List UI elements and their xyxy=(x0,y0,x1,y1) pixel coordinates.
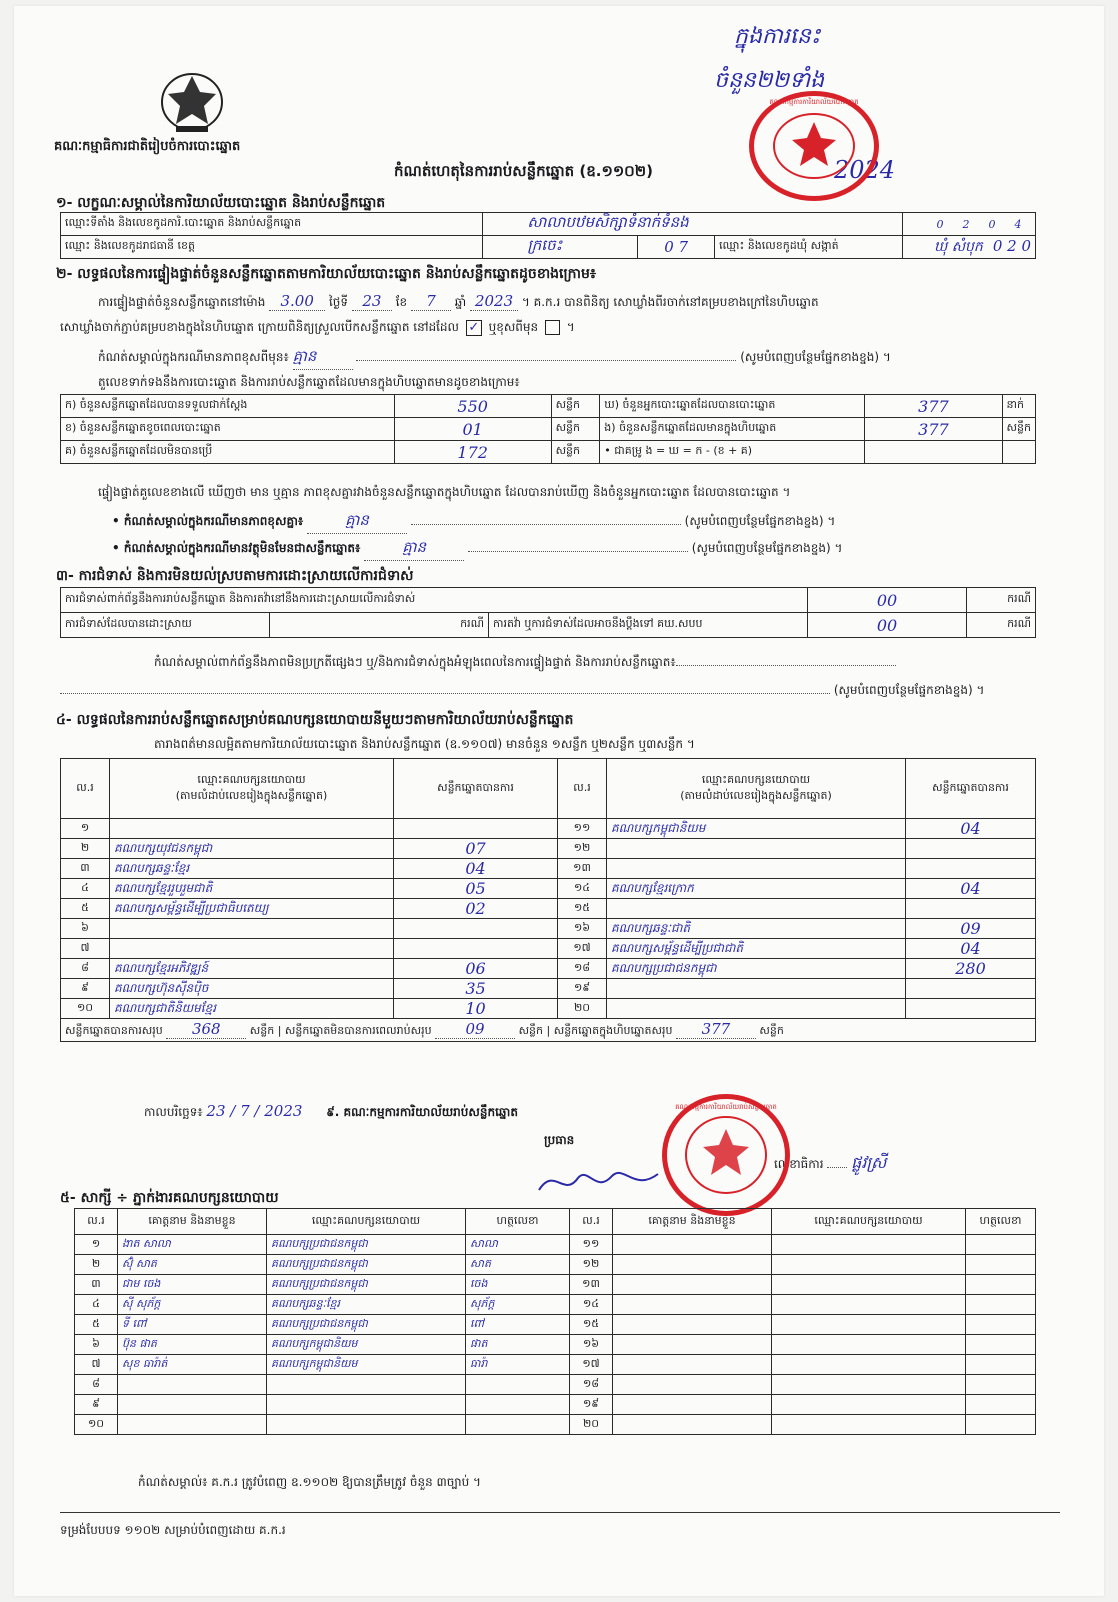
party-votes: 02 xyxy=(465,899,486,918)
witness-name: ជាម ចេង xyxy=(122,1276,161,1290)
hw-code: ចំនួន២២ទាំង xyxy=(714,68,825,93)
party-votes: 04 xyxy=(960,879,981,898)
witness-empty-cell xyxy=(966,1395,1036,1415)
witness-number: ៦ xyxy=(92,1336,100,1350)
party-number: ១៥ xyxy=(573,900,591,914)
witness-row xyxy=(75,1375,1036,1395)
witness-empty-cell xyxy=(613,1235,772,1255)
witness-number: ១៦ xyxy=(582,1336,600,1350)
date-line: កាលបរិច្ឆេទ៖ 23 / 7 / 2023 ៩. គណៈកម្មការការិយាល័យរាប់សន្លឹកឆ្នោត xyxy=(144,1102,518,1120)
witness-empty-cell xyxy=(772,1295,966,1315)
party-name: គណបក្សហ៊ុនស៊ីនប៉ិច xyxy=(114,980,209,995)
witness-name: ស៊ី សុភ័ក្ត xyxy=(122,1296,161,1310)
result-row xyxy=(61,919,1036,939)
witness-number: ១១ xyxy=(582,1236,600,1250)
witness-row xyxy=(75,1235,1036,1255)
witness-party: គណបក្សប្រជាជនកម្ពុជា xyxy=(271,1316,368,1330)
witness-empty-cell xyxy=(613,1275,772,1295)
witness-number: ២ xyxy=(91,1256,101,1270)
figure-label: គ) ចំនួនសន្លឹកឆ្នោតដែលមិនបានប្រើ xyxy=(65,444,213,457)
commune-code: 0 2 0 xyxy=(992,236,1031,255)
section5-note: កំណត់សម្គាល់៖ គ.ក.រ ត្រូវបំពេញ ឧ.១១០២ ឱ្យបានត្រឹមត្រូវ ចំនួន ៣ច្បាប់ ។ xyxy=(138,1475,481,1489)
party-number: ១៤ xyxy=(573,880,591,894)
party-votes: 280 xyxy=(955,959,986,978)
witness-number: ១៥ xyxy=(582,1316,600,1330)
witness-party: គណបក្សប្រជាជនកម្ពុជា xyxy=(271,1256,368,1270)
party-number: ១២ xyxy=(573,840,591,854)
verify-line-1: ការផ្ទៀងផ្ទាត់ចំនួនសន្លឹកឆ្នោតនៅម៉ោង 3.00 ថ្ងៃទី 23 ខែ 7 ឆ្នាំ 2023 ។ គ.ក.រ បានពិនិត្យ សោឃ្លាំងពីរចាក់នៅគម្របខាងក្រៅនៃហិបឆ្នោត xyxy=(98,292,819,310)
irregularity-note: កំណត់សម្គាល់ពាក់ព័ន្ធនឹងភាពមិនប្រក្រតីផ្សេងៗ ឬ/និងការជំទាស់ក្នុងអំឡុងពេលនៃការផ្ទៀងផ្ទាត់ និងការរាប់សន្លឹកឆ្នោត៖ xyxy=(154,654,896,672)
party-name: គណបក្សប្រជាជនកម្ពុជា xyxy=(611,960,717,975)
witness-table: ល.រ គោត្តនាម និងនាមខ្លួន ឈ្មោះគណបក្សនយោបាយ ហត្ថលេខា ល.រ គោត្តនាម និងនាមខ្លួន ឈ្មោះគណបក្សនយោបាយ ហត្ថលេខា ១ ងាត សាលា គណបក្សប្រជាជនកម្ពុជា សាលា ១១ ២ ស៊ុំ សាត គណបក្សប្រជាជនកម្ពុជា សាត ១២ ៣ ជាម ចេង គណបក្សប្រជាជនកម្ពុជា ចេង ១៣ ៤ ស៊ី សុភ័ក្ត គណបក្សឆន្ទៈខ្មែរ សុភ័ក្ត ១៤ ៥ ទី ពៅ គណបក្សប្រជាជនកម្ពុជា ពៅ ១៥ ៦ ប៊ុន ផាត គណបក្សកម្ពុជានិយម ផាត ១៦ ៧ សុខ ធារ៉ាត់ គណបក្សកម្ពុជានិយម ធារ៉ា ១៧ ៨ ១៨ ៩ ១៩ ១០ ២០ xyxy=(74,1208,1036,1435)
figure-value: 01 xyxy=(462,419,483,439)
witness-empty-cell xyxy=(613,1315,772,1335)
result-row xyxy=(61,859,1036,879)
figure-unit: សន្លឹក xyxy=(555,421,581,434)
party-votes: 35 xyxy=(465,979,486,998)
witness-name: ប៊ុន ផាត xyxy=(122,1336,157,1350)
figure-label: ខ) ចំនួនសន្លឹកឆ្នោតខូចពេលបោះឆ្នោត xyxy=(65,421,221,434)
party-name: គណបក្សសម្ព័ន្ធដើម្បីប្រជាជាតិ xyxy=(611,940,744,955)
witness-signature: សាត xyxy=(470,1256,491,1270)
witness-number: ៨ xyxy=(92,1376,100,1390)
figure-label: ក) ចំនួនសន្លឹកឆ្នោតដែលបានទទួលជាក់ស្តែង xyxy=(65,398,248,411)
chair-label: ប្រធាន xyxy=(544,1133,575,1147)
witness-number: ១០ xyxy=(87,1416,105,1430)
total-in-box: 377 xyxy=(676,1020,756,1039)
nec-emblem xyxy=(154,64,230,136)
party-number: ១០ xyxy=(76,1000,94,1014)
party-votes: 06 xyxy=(465,959,486,978)
figure-value: 172 xyxy=(457,442,488,462)
verify-day: 23 xyxy=(352,292,392,311)
party-name: គណបក្សខ្មែរក្រោក xyxy=(611,880,694,895)
seal-bottom-text: គណៈកម្មការការិយាល័យរាប់សន្លឹកឆ្នោត xyxy=(675,1103,777,1111)
section5-title: ៥- សាក្សី ÷ ភ្នាក់ងារគណបក្សនយោបាយ xyxy=(60,1190,279,1206)
province-label: ឈ្មោះ និងលេខកូដរាជធានី ខេត្ត xyxy=(61,236,483,259)
appeal-label: ការតវ៉ា ឬការជំទាស់ដែលអាចនឹងប្តឹងទៅ គឃ.សបប xyxy=(489,613,808,638)
appeal-count: 00 xyxy=(876,615,898,635)
figures-intro: តួលេខទាក់ទងនឹងការបោះឆ្នោត និងការរាប់សន្លឹកឆ្នោតដែលមានក្នុងហិបឆ្នោតមានដូចខាងក្រោម៖ xyxy=(98,375,520,389)
party-votes: 09 xyxy=(960,919,981,938)
official-seal-top xyxy=(749,91,879,201)
witness-row xyxy=(75,1295,1036,1315)
form-paper xyxy=(14,6,1104,1596)
footer-text: ទម្រង់បែបបទ ១១០២ សម្រាប់បំពេញដោយ គ.ក.រ xyxy=(60,1523,286,1537)
witness-number: ៤ xyxy=(92,1296,100,1310)
witness-empty-cell xyxy=(966,1335,1036,1355)
irregularity-note-2: (សូមបំពេញបន្ថែមផ្នែកខាងខ្នង) ។ xyxy=(60,682,984,700)
witness-name: ទី ពៅ xyxy=(122,1316,147,1330)
compare-line: ផ្ទៀងផ្ទាត់គួលេខខាងលើ ឃើញថា មាន ឬគ្មាន ភាពខុសគ្នារវាងចំនួនសន្លឹកឆ្នោតក្នុងហិបឆ្នោត ដែលបានរាប់ឃើញ និងចំនួនអ្នកបោះឆ្នោត ដែលបានបោះឆ្នោត ។ xyxy=(98,485,791,499)
witness-party: គណបក្សប្រជាជនកម្ពុជា xyxy=(271,1236,368,1250)
form-date: 23 / 7 / 2023 xyxy=(206,1102,303,1120)
witness-empty-cell xyxy=(613,1375,772,1395)
province-value: ក្រចេះ xyxy=(527,236,563,254)
official-seal-bottom xyxy=(662,1094,790,1216)
party-number: ៨ xyxy=(81,960,89,974)
figure-unit: សន្លឹក xyxy=(555,398,581,411)
figure-row xyxy=(61,418,1036,441)
resolved-label: ការជំទាស់ដែលបានដោះស្រាយ xyxy=(61,613,270,638)
result-row xyxy=(61,879,1036,899)
result-row xyxy=(61,899,1036,919)
witness-number: ១២ xyxy=(582,1256,600,1270)
witness-number: ១៤ xyxy=(582,1296,600,1310)
party-votes: 07 xyxy=(465,839,486,858)
party-votes: 04 xyxy=(960,819,981,838)
witness-row xyxy=(75,1395,1036,1415)
place-code: 0 2 0 4 xyxy=(903,213,1036,236)
witness-number: ១ xyxy=(91,1236,101,1250)
witness-signature: ធារ៉ា xyxy=(470,1356,488,1370)
party-votes: 04 xyxy=(465,859,486,878)
results-table: ល.រ ឈ្មោះគណបក្សនយោបាយ (តាមលំដាប់លេខរៀងក្នុងសន្លឹកឆ្នោត) សន្លឹកឆ្នោតបានការ ល.រ ឈ្មោះគណបក្សនយោបាយ (តាមលំដាប់លេខរៀងក្នុងសន្លឹកឆ្នោត) សន្លឹកឆ្នោតបានការ ១ ១១ គណបក្សកម្ពុជានិយម 04 ២ គណបក្សយុវជនកម្ពុជា 07 ១២ ៣ គណបក្សឆន្ទៈខ្មែរ 04 ១៣ ៤ គណបក្សខ្មែររួបរួមជាតិ 05 ១៤ គណបក្សខ្មែរក្រោក 04 ៥ គណបក្សសម្ព័ន្ធដើម្បីប្រជាធិបតេយ្យ 02 ១៥ ៦ ១៦ គណបក្សឆន្ទៈជាតិ 09 ៧ ១៧ គណបក្សសម្ព័ន្ធដើម្បីប្រជាជាតិ 04 ៨ គណបក្សខ្មែរអភិវឌ្ឍន៍ 06 ១៨ គណបក្សប្រជាជនកម្ពុជា 280 ៩ គណបក្សហ៊ុនស៊ីនប៉ិច 35 ១៩ ១០ គណបក្សជាតិនិយមខ្មែរ 10 ២០ សន្លឹកឆ្នោតបានការសរុប 368 សន្លឹក | សន្លឹកឆ្នោតមិនបានការពេលរាប់សរុប 09 សន្លឹក | សន្លឹកឆ្នោតក្នុងហិបឆ្នោតសរុប 377 សន្លឹក xyxy=(60,758,1036,1042)
place-label: ឈ្មោះទីតាំង និងលេខកូដការិ.បោះឆ្នោត និងរាប់សន្លឹកឆ្នោត xyxy=(61,213,483,236)
province-code: 0 7 xyxy=(664,238,689,256)
witness-party: គណបក្សកម្ពុជានិយម xyxy=(271,1356,358,1370)
total-invalid: 09 xyxy=(435,1020,515,1039)
party-number: ២០ xyxy=(573,1000,591,1014)
committee-name: គណៈកម្មាធិការជាតិរៀបចំការបោះឆ្នោត xyxy=(54,139,241,154)
ballot-figures-table xyxy=(60,394,1036,464)
figure-right-unit: សន្លឹក xyxy=(1006,421,1031,434)
party-votes: 04 xyxy=(960,939,981,958)
witness-empty-cell xyxy=(613,1355,772,1375)
witness-empty-cell xyxy=(613,1335,772,1355)
objection-label: ការជំទាស់ពាក់ព័ន្ធនឹងការរាប់សន្លឹកឆ្នោត និងការតវ៉ានៅនឹងការដោះស្រាយលើការជំទាស់ xyxy=(61,588,808,613)
witness-number: ៩ xyxy=(92,1396,100,1410)
witness-row xyxy=(75,1355,1036,1375)
witness-empty-cell xyxy=(613,1295,772,1315)
difference-note: កំណត់សម្គាល់ក្នុងករណីមានភាពខុសពីមុន៖ គ្មាន (សូមបំពេញបន្ថែមផ្នែកខាងខ្នង) ។ xyxy=(98,347,891,370)
objection-count: 00 xyxy=(876,590,898,610)
section4-intro: តារាងពត៌មានលម្អិតតាមការិយាល័យបោះឆ្នោត និងរាប់សន្លឹកឆ្នោត (ឧ.១១០៧) មានចំនួន ១សន្លឹក ឬ២សន្លឹក ឬ៣សន្លឹក ។ xyxy=(154,737,695,751)
witness-empty-cell xyxy=(966,1295,1036,1315)
secretary-line: លេខាធិការ ផ្លូវស្រី xyxy=(774,1153,887,1172)
party-number: ១៣ xyxy=(573,860,591,874)
party-name: គណបក្សខ្មែររួបរួមជាតិ xyxy=(114,880,213,895)
same-checkbox[interactable]: ✓ xyxy=(466,320,482,336)
witness-number: ១៩ xyxy=(582,1396,600,1410)
witness-signature: សុភ័ក្ត xyxy=(470,1296,495,1310)
witness-number: ៣ xyxy=(91,1276,101,1290)
witness-party: គណបក្សប្រជាជនកម្ពុជា xyxy=(271,1276,368,1290)
witness-empty-cell xyxy=(613,1415,772,1435)
witness-empty-cell xyxy=(966,1415,1036,1435)
witness-empty-cell xyxy=(772,1355,966,1375)
figure-right-value: 377 xyxy=(918,396,949,416)
hw-year: 2024 xyxy=(834,156,896,184)
witness-empty-cell xyxy=(772,1395,966,1415)
witness-number: ១៣ xyxy=(582,1276,600,1290)
figure-value: 550 xyxy=(457,396,488,416)
witness-signature: ចេង xyxy=(470,1276,488,1290)
party-name: គណបក្សយុវជនកម្ពុជា xyxy=(114,840,213,855)
result-row xyxy=(61,959,1036,979)
result-row xyxy=(61,979,1036,999)
figure-right-label: ង) ចំនួនសន្លឹកឆ្នោតដែលមានក្នុងហិបឆ្នោត xyxy=(604,421,777,434)
witness-empty-cell xyxy=(966,1355,1036,1375)
witness-empty-cell xyxy=(966,1315,1036,1335)
party-number: ១៨ xyxy=(573,960,591,974)
chair-signature xyxy=(534,1164,664,1206)
result-row xyxy=(61,939,1036,959)
result-row xyxy=(61,819,1036,839)
witness-empty-cell xyxy=(772,1255,966,1275)
total-valid: 368 xyxy=(166,1020,246,1039)
station-info-table xyxy=(60,212,1036,259)
witness-party: គណបក្សឆន្ទៈខ្មែរ xyxy=(271,1296,340,1310)
objection-table: ការជំទាស់ពាក់ព័ន្ធនឹងការរាប់សន្លឹកឆ្នោត និងការតវ៉ានៅនឹងការដោះស្រាយលើការជំទាស់ 00 ករណី ការជំទាស់ដែលបានដោះស្រាយ ករណី ការតវ៉ា ឬការជំទាស់ដែលអាចនឹងប្តឹងទៅ គឃ.សបប 00 ករណី xyxy=(60,587,1036,638)
party-votes: 05 xyxy=(465,879,486,898)
section2-title: ២- លទ្ធផលនៃការផ្ទៀងផ្ទាត់ចំនួនសន្លឹកឆ្នោតតាមការិយាល័យបោះឆ្នោត និងរាប់សន្លឹកឆ្នោតដូចខាងក្រោម៖ xyxy=(56,266,597,282)
witness-empty-cell xyxy=(613,1255,772,1275)
witness-empty-cell xyxy=(772,1335,966,1355)
witness-empty-cell xyxy=(966,1235,1036,1255)
witness-row xyxy=(75,1415,1036,1435)
party-number: ៣ xyxy=(80,860,90,874)
figure-unit: សន្លឹក xyxy=(555,444,581,457)
witness-empty-cell xyxy=(613,1395,772,1415)
witness-empty-cell xyxy=(966,1275,1036,1295)
secretary-name: ផ្លូវស្រី xyxy=(851,1153,887,1172)
figure-right-label: ឃ) ចំនួនអ្នកបោះឆ្នោតដែលបានបោះឆ្នោត xyxy=(604,398,776,411)
verify-year: 2023 xyxy=(470,292,518,311)
witness-number: ៥ xyxy=(92,1316,100,1330)
witness-empty-cell xyxy=(772,1415,966,1435)
party-name: គណបក្សកម្ពុជានិយម xyxy=(611,820,706,835)
party-number: ១១ xyxy=(573,820,591,834)
seal-top-text: គណៈកម្មការការិយាល័យបោះឆ្នោត xyxy=(769,98,859,106)
party-name: គណបក្សសម្ព័ន្ធដើម្បីប្រជាធិបតេយ្យ xyxy=(114,900,269,915)
witness-empty-cell xyxy=(772,1315,966,1335)
witness-signature: ផាត xyxy=(470,1336,488,1350)
verify-line-2: សោឃ្លាំងចាក់ភ្ជាប់គម្របខាងក្នុងនៃហិបឆ្នោត ក្រោយពិនិត្យស្រួលបើកសន្លឹកឆ្នោត នៅដដែល ✓ ឬខុសពីមុន ។ xyxy=(60,319,575,335)
witness-empty-cell xyxy=(772,1235,966,1255)
party-number: ១ xyxy=(80,820,90,834)
party-name: គណបក្សឆន្ទៈខ្មែរ xyxy=(114,860,190,875)
party-number: ១៧ xyxy=(573,940,591,954)
result-row xyxy=(61,839,1036,859)
party-number: ១៩ xyxy=(573,980,591,994)
section1-title: ១- លក្ខណៈសម្គាល់នៃការិយាល័យបោះឆ្នោត និងរាប់សន្លឹកឆ្នោត xyxy=(56,195,386,211)
party-number: ៦ xyxy=(81,920,89,934)
figure-row xyxy=(61,441,1036,464)
commune-label: ឈ្មោះ និងលេខកូដឃុំ សង្កាត់ xyxy=(719,239,839,252)
party-number: ២ xyxy=(80,840,90,854)
witness-number: ៧ xyxy=(91,1356,101,1370)
witness-number: ១៧ xyxy=(582,1356,600,1370)
verify-time: 3.00 xyxy=(269,292,325,311)
witness-empty-cell xyxy=(966,1255,1036,1275)
witness-number: ២០ xyxy=(582,1416,600,1430)
witness-empty-cell xyxy=(772,1275,966,1295)
witness-empty-cell xyxy=(772,1375,966,1395)
section4-title: ៤- លទ្ធផលនៃការរាប់សន្លឹកឆ្នោតសម្រាប់គណបក្សនយោបាយនីមួយៗតាមការិយាល័យរាប់សន្លឹកឆ្នោត xyxy=(56,712,574,728)
verify-month: 7 xyxy=(411,292,451,311)
witness-number: ១៨ xyxy=(582,1376,600,1390)
party-votes: 10 xyxy=(465,999,486,1018)
figure-right-value: 377 xyxy=(918,419,949,439)
party-number: ៩ xyxy=(81,980,89,994)
commune-value: ឃុំ សំបុក xyxy=(933,238,983,255)
foreign-object-bullet: • កំណត់សម្គាល់ក្នុងករណីមានវត្ថុមិនមែនជាសន្លឹកឆ្នោត៖ គ្មាន (សូមបំពេញបន្ថែមផ្នែកខាងខ្នង) ។ xyxy=(112,538,842,561)
changed-checkbox[interactable] xyxy=(545,320,560,335)
figure-right-label: • ជាគម្រូ ង = ឃ = ក - (ខ + គ) xyxy=(604,444,753,457)
witness-row xyxy=(75,1255,1036,1275)
party-number: ៤ xyxy=(81,880,89,894)
figure-right-unit: នាក់ xyxy=(1006,398,1025,411)
witness-row xyxy=(75,1275,1036,1295)
witness-row xyxy=(75,1315,1036,1335)
witness-row xyxy=(75,1335,1036,1355)
diff-bullet: • កំណត់សម្គាល់ក្នុងករណីមានភាពខុសគ្នា៖ គ្មាន (សូមបំពេញបន្ថែមផ្នែកខាងខ្នង) ។ xyxy=(112,511,835,534)
party-name: គណបក្សឆន្ទៈជាតិ xyxy=(611,920,691,935)
witness-party: គណបក្សកម្ពុជានិយម xyxy=(271,1336,358,1350)
witness-name: សុខ ធារ៉ាត់ xyxy=(122,1356,168,1370)
place-value: សាលាបឋមសិក្សាទំនាក់ទំនង xyxy=(527,213,689,231)
witness-name: ងាត សាលា xyxy=(122,1236,171,1250)
witness-signature: ពៅ xyxy=(470,1316,484,1330)
figure-row xyxy=(61,395,1036,418)
party-name: គណបក្សខ្មែរអភិវឌ្ឍន៍ xyxy=(114,960,209,975)
party-number: ៥ xyxy=(81,900,89,914)
form-title: កំណត់ហេតុនៃការរាប់សន្លឹកឆ្នោត (ឧ.១១០២) xyxy=(394,162,654,180)
hw-station: ក្នុងការនេះ xyxy=(734,24,821,49)
totals-row: សន្លឹកឆ្នោតបានការសរុប 368 សន្លឹក | សន្លឹកឆ្នោតមិនបានការពេលរាប់សរុប 09 សន្លឹក | សន្លឹកឆ្នោតក្នុងហិបឆ្នោតសរុប 377 សន្លឹក xyxy=(61,1019,1036,1042)
witness-signature: សាលា xyxy=(470,1236,498,1250)
section3-title: ៣- ការជំទាស់ និងការមិនយល់ស្របតាមការដោះស្រាយលើការជំទាស់ xyxy=(56,568,414,584)
witness-name: ស៊ុំ សាត xyxy=(122,1256,157,1270)
party-name: គណបក្សជាតិនិយមខ្មែរ xyxy=(114,1000,217,1015)
party-number: ១៦ xyxy=(573,920,591,934)
witness-empty-cell xyxy=(966,1375,1036,1395)
party-number: ៧ xyxy=(80,940,90,954)
result-row xyxy=(61,999,1036,1019)
